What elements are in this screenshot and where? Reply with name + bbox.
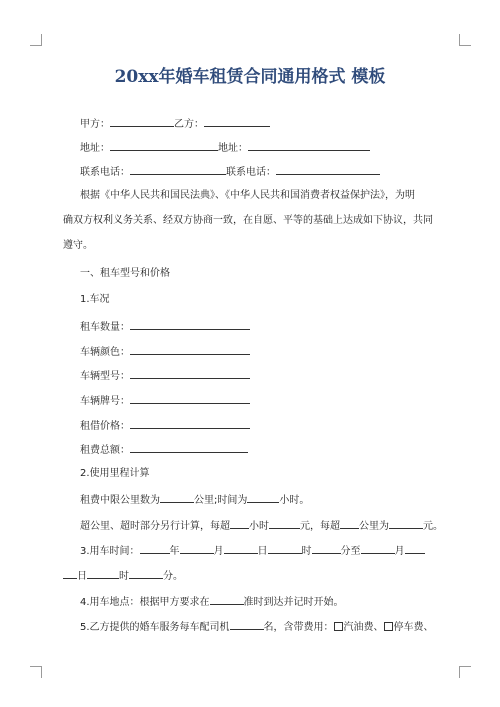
field-rental-price bbox=[80, 418, 440, 434]
text: 日 bbox=[257, 546, 268, 557]
end-day-blank[interactable] bbox=[405, 543, 425, 554]
km-blank[interactable] bbox=[160, 492, 194, 503]
section-2-heading: 2.使用里程计算 bbox=[80, 468, 150, 479]
hours-blank[interactable] bbox=[247, 492, 279, 503]
over-km-blank[interactable] bbox=[340, 518, 359, 529]
text: 名，含带费用： bbox=[263, 622, 334, 633]
text: 汽油费、 bbox=[343, 622, 384, 633]
overage-line bbox=[80, 518, 443, 534]
use-time-line-1 bbox=[80, 543, 440, 559]
field-label: 租车数量： bbox=[80, 322, 130, 333]
preamble-line-1: 根据《中华人民共和国民法典》、《中华人民共和国消费者权益保护法》，为明 bbox=[80, 190, 415, 201]
phone-b-blank[interactable] bbox=[276, 164, 380, 175]
text: 停车费、 bbox=[393, 622, 434, 633]
crop-mark-top-right bbox=[459, 34, 471, 46]
driver-count-blank[interactable] bbox=[230, 619, 264, 630]
address-a-blank[interactable] bbox=[110, 140, 218, 151]
text: 时 bbox=[301, 546, 312, 557]
party-a-blank[interactable] bbox=[110, 116, 174, 127]
mileage-limit-line bbox=[80, 492, 440, 508]
text: 公里;时间为 bbox=[194, 495, 248, 506]
text: 3.用车时间： bbox=[80, 546, 140, 557]
driver-line bbox=[80, 619, 440, 635]
field-label: 车辆牌号： bbox=[80, 396, 130, 407]
text: 时 bbox=[119, 571, 129, 582]
section-1-sub-1: 1.车况 bbox=[80, 294, 110, 305]
end-day-blank-cont[interactable] bbox=[63, 568, 77, 579]
text: 分至 bbox=[340, 546, 361, 557]
month-blank[interactable] bbox=[180, 543, 214, 554]
text: 月 bbox=[213, 546, 224, 557]
over-hour-blank[interactable] bbox=[230, 518, 249, 529]
text: 5.乙方提供的婚车服务每车配司机 bbox=[80, 622, 230, 633]
address-b-label: 地址： bbox=[218, 143, 248, 154]
year-blank[interactable] bbox=[140, 543, 170, 554]
location-line bbox=[80, 594, 440, 610]
preamble-line-3: 遵守。 bbox=[63, 240, 93, 251]
gas-fee-checkbox[interactable] bbox=[334, 622, 343, 631]
address-line bbox=[80, 140, 440, 156]
text: 准时到达并记时开始。 bbox=[243, 597, 344, 608]
day-blank[interactable] bbox=[224, 543, 258, 554]
field-vehicle-color bbox=[80, 344, 440, 360]
end-month-blank[interactable] bbox=[361, 543, 395, 554]
preamble-line-2: 确双方权利义务关系、经双方协商一致，在自愿、平等的基础上达成如下协议，共同 bbox=[63, 215, 433, 226]
text: 月 bbox=[394, 546, 405, 557]
hour-fee-blank[interactable] bbox=[269, 518, 300, 529]
field-label: 车辆型号： bbox=[80, 371, 130, 382]
field-total-fee bbox=[80, 442, 440, 458]
text: 分。 bbox=[163, 571, 183, 582]
field-vehicle-model bbox=[80, 368, 440, 384]
text: 租费中限公里数为 bbox=[80, 495, 160, 506]
field-label: 车辆颜色： bbox=[80, 347, 130, 358]
crop-mark-top-left bbox=[30, 34, 42, 46]
field-blank[interactable] bbox=[130, 442, 248, 453]
section-1-heading: 一、租车型号和价格 bbox=[80, 268, 170, 279]
party-b-label: 乙方： bbox=[174, 119, 204, 130]
title-year: 20xx bbox=[114, 67, 159, 87]
end-minute-blank[interactable] bbox=[129, 568, 163, 579]
hour-blank[interactable] bbox=[268, 543, 302, 554]
text: 小时 bbox=[249, 521, 269, 532]
location-blank[interactable] bbox=[210, 594, 244, 605]
phone-a-label: 联系电话： bbox=[80, 167, 130, 178]
text: 超公里、超时部分另行计算，每超 bbox=[80, 521, 230, 532]
address-a-label: 地址： bbox=[80, 143, 110, 154]
field-blank[interactable] bbox=[130, 319, 250, 330]
km-fee-blank[interactable] bbox=[389, 518, 423, 529]
party-b-blank[interactable] bbox=[204, 116, 270, 127]
phone-line bbox=[80, 164, 440, 180]
field-label: 租借价格： bbox=[80, 421, 130, 432]
use-time-line-2 bbox=[63, 568, 183, 584]
crop-mark-bottom-left bbox=[30, 666, 42, 678]
text: 元。 bbox=[423, 521, 443, 532]
document-title bbox=[0, 62, 500, 87]
title-text: 年婚车租赁合同通用格式 模板 bbox=[158, 67, 386, 87]
text: 小时。 bbox=[279, 495, 310, 506]
minute-blank[interactable] bbox=[312, 543, 341, 554]
phone-a-blank[interactable] bbox=[130, 164, 226, 175]
field-blank[interactable] bbox=[130, 418, 250, 429]
text: 元，每超 bbox=[300, 521, 340, 532]
field-rental-quantity bbox=[80, 319, 440, 335]
crop-mark-bottom-right bbox=[459, 666, 471, 678]
field-plate-number bbox=[80, 393, 440, 409]
text: 4.用车地点：根据甲方要求在 bbox=[80, 597, 210, 608]
text: 年 bbox=[169, 546, 180, 557]
text: 日 bbox=[77, 571, 87, 582]
parking-fee-checkbox[interactable] bbox=[384, 622, 393, 631]
text: 公里为 bbox=[359, 521, 389, 532]
address-b-blank[interactable] bbox=[248, 140, 370, 151]
party-a-label: 甲方： bbox=[80, 119, 110, 130]
field-blank[interactable] bbox=[130, 344, 250, 355]
end-hour-blank[interactable] bbox=[87, 568, 119, 579]
party-line bbox=[80, 116, 440, 132]
field-label: 租费总额： bbox=[80, 445, 130, 456]
field-blank[interactable] bbox=[130, 368, 250, 379]
phone-b-label: 联系电话： bbox=[226, 167, 276, 178]
field-blank[interactable] bbox=[130, 393, 250, 404]
